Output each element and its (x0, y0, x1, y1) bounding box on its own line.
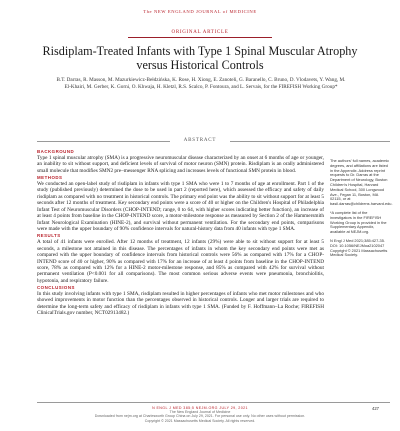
issue-line: N ENGL J MED 385;5 NEJM.ORG JULY 29, 2021 (152, 406, 248, 410)
article-type: ORIGINAL ARTICLE (171, 30, 229, 35)
abstract-body (37, 149, 324, 317)
section-heading-conclusions: CONCLUSIONS (37, 284, 75, 290)
download-note: Downloaded from nejm.org at Charlesworth Group China on July 29, 2021. For personal use only. No other uses without permission. (94, 414, 306, 418)
section-text-results: A total of 41 infants were enrolled. After 12 months of treatment, 12 infants (29%) were able to sit without support for at least 5 seconds, a milestone not attained in this disease. The percentages of infants in whom the key secondary end points were met as compared with the upper boundary of confidence intervals from historical controls were 56% as compared with 17% for a CHOP-INTEND score of 40 or higher, 90% as compared with 17% for an increase of at least 4 points from baseline in the CHOP-INTEND score, 78% as compared with 12% for a HINE-2 motor-milestone response, and 85% as compared with 42% for survival without permanent ventilation (P<0.001 for all comparisons). The most common serious adverse events were pneumonia, bronchiolitis, hypotonia, and respiratory failure. (37, 239, 324, 284)
citation-note: N Engl J Med 2021;385:427-35. DOI: 10.1056/NEJMoa2102047 Copyright © 2021 Massachusetts Medical Society. (330, 237, 388, 258)
section-heading-methods: METHODS (37, 174, 63, 180)
section-text-background: Type 1 spinal muscular atrophy (SMA) is a progressive neuromuscular disease characterized by an onset at 6 months of age or younger, an inability to sit without support, and deficient levels of survival of motor neuron (SMN) protein. Risdiplam is an orally administered small molecule that modifies SMN2 pre–messenger RNA splicing and increases levels of functional SMN protein in blood. (37, 155, 324, 174)
section-text-methods: We conducted an open-label study of risdiplam in infants with type 1 SMA who were 1 to 7 months of age at enrollment. Part 1 of the study (published previously) determined the dose to be used in part 2 (reported here), which assessed the efficacy and safety of daily risdiplam as compared with no treatment in historical controls. The primary end point was the ability to sit without support for at least 5 seconds after 12 months of treatment. Key secondary end points were a score of 40 or higher on the Children's Hospital of Philadelphia Infant Test of Neuromuscular Disorders (CHOP-INTEND; range, 0 to 64, with higher scores indicating better function), an increase of at least 4 points from baseline in the CHOP-INTEND score, a motor-milestone response as measured by Section 2 of the Hammersmith Infant Neurological Examination (HINE-2), and survival without permanent ventilation. For the secondary end points, comparisons were made with the upper boundary of 90% confidence intervals for natural-history data from 40 infants with type 1 SMA. (37, 180, 324, 233)
article-type-rule (128, 37, 272, 38)
journal-note: The New England Journal of Medicine (169, 410, 231, 414)
page-number: 427 (372, 406, 379, 411)
author-info-sidebar (330, 158, 393, 262)
journal-header: The NEW ENGLAND JOURNAL of MEDICINE (143, 9, 257, 14)
copyright-note: Copyright © 2021 Massachusetts Medical Society. All rights reserved. (144, 419, 256, 423)
section-heading-background: BACKGROUND (37, 149, 75, 154)
footer-divider (37, 402, 390, 403)
investigator-list-note: *A complete list of the investigators in the FIREFISH Working Group is provided in the Supplementary Appendix, available at NEJM.org. (330, 209, 387, 235)
section-heading-results: RESULTS (37, 233, 61, 239)
section-text-conclusions: In this study involving infants with type 1 SMA, risdiplam resulted in higher percentages of infants who met motor milestones and who showed improvements in motor function than the percentages observed in historical controls. Longer and larger trials are required to determine the long-term safety and efficacy of risdiplam in infants with type 1 SMA. (Funded by F. Hoffmann–La Roche; FIREFISH ClinicalTrials.gov number, NCT02913482.) (37, 290, 324, 317)
author-affiliation-note: The authors' full names, academic degrees, and affiliations are listed in the Appendix. Address reprint requests to Dr. Darras at the Department of Neurology, Boston Children's Hospital, Harvard Medical School, 300 Longwood Ave., Fegan 11, Boston, MA 02115, or at basil.darras@childrens.harvard.edu. (330, 158, 393, 207)
abstract-label: ABSTRACT (170, 138, 230, 143)
author-list: B.T. Darras, R. Masson, M. Mazurkiewicz-Bełdzińska, K. Rose, H. Xiong, E. Zanoteli, G. Baranello, C. Bruno, D. Vlodavets, Y. Wang, M. El-Khairi, M. Gerber, K. Gorni, O. Khwaja, H. Kletzl, R.S. Scalco, P. Fontoura, and L. Servais, for the FIREFISH Working Group* (56, 77, 346, 90)
article-title: Risdiplam-Treated Infants with Type 1 Spinal Muscular Atrophy versus Historical Controls (42, 44, 358, 72)
